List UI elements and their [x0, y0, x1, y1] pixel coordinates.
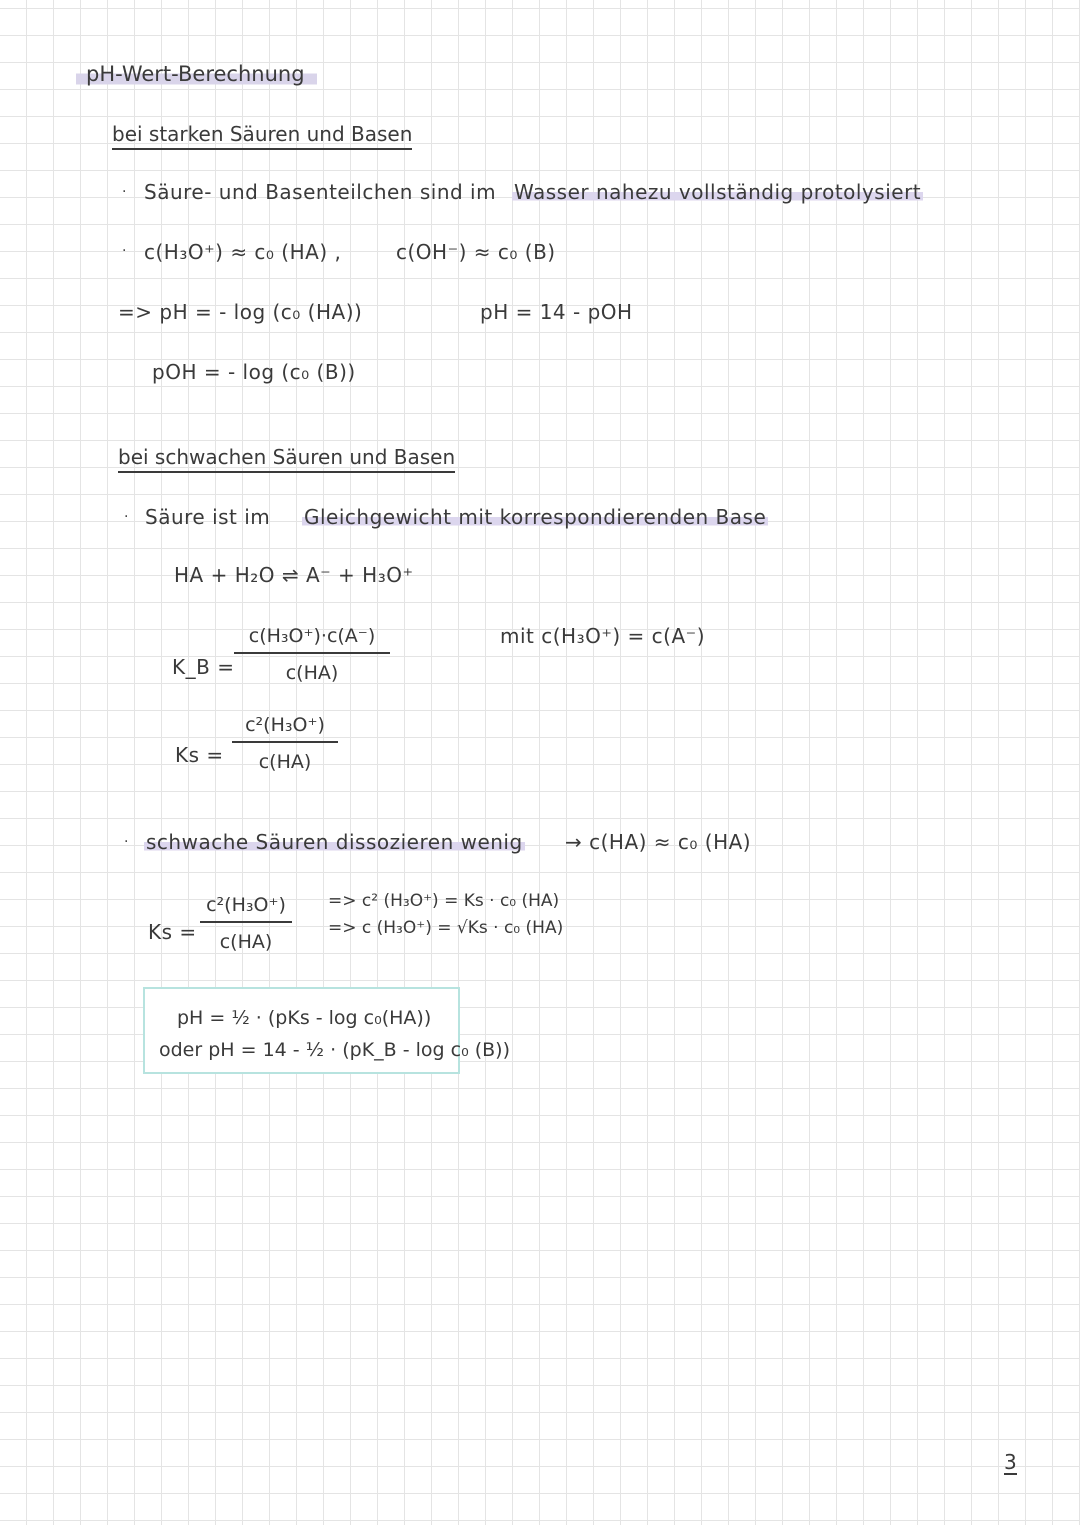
- page-number: 3: [1004, 1450, 1017, 1474]
- weak-bullet1-text: Säure ist im: [145, 505, 271, 529]
- result-box: [143, 987, 510, 1074]
- bullet-dot: ·: [124, 834, 129, 850]
- weak-bullet1-highlight: Gleichgewicht mit korrespondierenden Base: [304, 505, 767, 529]
- derivation-line-2: => c (H₃O⁺) = √Ks · c₀ (HA): [328, 918, 564, 938]
- section-heading-weak: bei schwachen Säuren und Basen: [118, 447, 455, 473]
- strong-result-ph: => pH = - log (c₀ (HA)): [118, 300, 363, 324]
- weak-bullet2-highlight: schwache Säuren dissozieren wenig: [146, 830, 523, 854]
- weak-bullet2-tail: → c(HA) ≈ c₀ (HA): [565, 830, 752, 854]
- strong-result-ph-poh: pH = 14 - pOH: [480, 300, 633, 324]
- ks2-label: Ks =: [148, 920, 197, 944]
- ks-denominator: c(HA): [258, 751, 312, 773]
- ks2-numerator: c²(H₃O⁺): [206, 894, 286, 916]
- kb-label: K_B =: [172, 655, 235, 679]
- bullet-dot: ·: [124, 509, 129, 525]
- ks-label: Ks =: [175, 743, 224, 767]
- result-formula-base: oder pH = 14 - ½ · (pK_B - log c₀ (B)): [159, 1039, 510, 1061]
- kb-fraction: [234, 627, 390, 683]
- strong-result-poh: pOH = - log (c₀ (B)): [152, 360, 356, 384]
- fraction-bar: [234, 652, 390, 654]
- derivation-line-1: => c² (H₃O⁺) = Ks · c₀ (HA): [328, 891, 560, 911]
- ks2-denominator: c(HA): [219, 931, 273, 953]
- ks-numerator: c²(H₃O⁺): [245, 714, 325, 736]
- equilibrium-equation: HA + H₂O ⇌ A⁻ + H₃O⁺: [174, 563, 414, 587]
- mit-condition: mit c(H₃O⁺) = c(A⁻): [500, 624, 706, 648]
- ks-fraction: [232, 716, 338, 772]
- strong-bullet1-text: Säure- und Basenteilchen sind im: [144, 180, 497, 204]
- strong-bullet2-right: c(OH⁻) ≈ c₀ (B): [396, 240, 556, 264]
- ks2-fraction: [200, 896, 292, 952]
- strong-bullet2-left: c(H₃O⁺) ≈ c₀ (HA) ,: [144, 240, 342, 264]
- fraction-bar: [232, 741, 338, 743]
- fraction-bar: [200, 921, 292, 923]
- page-title: pH-Wert-Berechnung: [76, 62, 317, 87]
- bullet-dot: ·: [122, 184, 127, 200]
- kb-numerator: c(H₃O⁺)·c(A⁻): [248, 625, 376, 647]
- strong-bullet1-highlight: Wasser nahezu vollständig protolysiert: [514, 180, 922, 204]
- section-heading-strong: bei starken Säuren und Basen: [112, 124, 412, 150]
- result-formula-acid: pH = ½ · (pKs - log c₀(HA)): [177, 1007, 432, 1029]
- kb-denominator: c(HA): [285, 662, 339, 684]
- bullet-dot: ·: [122, 243, 127, 259]
